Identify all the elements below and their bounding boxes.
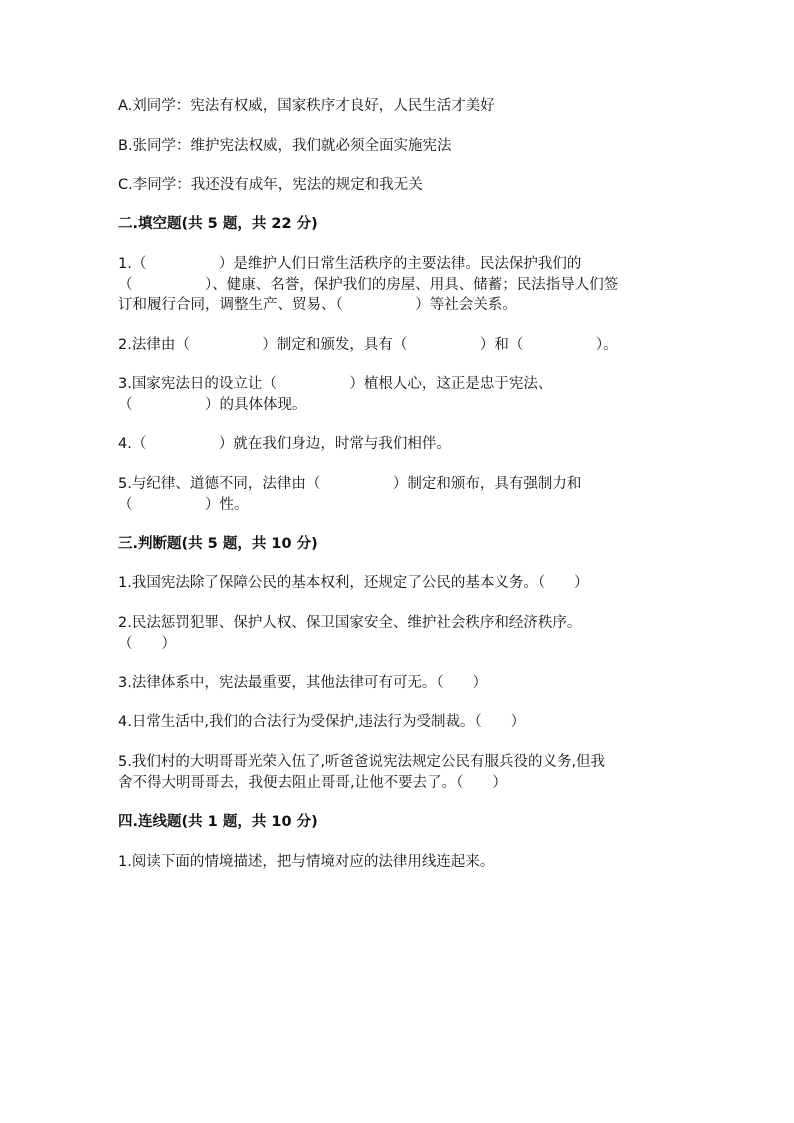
section-heading-fill-blank: 二.填空题(共 5 题，共 22 分) bbox=[118, 216, 318, 232]
question-text: 3.法律体系中，宪法最重要，其他法律可有可无。（ ） bbox=[118, 675, 488, 691]
option-c: C.李同学：我还没有成年，宪法的规定和我无关 bbox=[118, 177, 423, 193]
question-text: 4.（ ）就在我们身边，时常与我们相伴。 bbox=[118, 436, 451, 452]
question-text: 5.与纪律、道德不同，法律由（ ）制定和颁布，具有强制力和 bbox=[118, 476, 582, 492]
question-text: 2.民法惩罚犯罪、保护人权、保卫国家安全、维护社会秩序和经济秩序。 bbox=[118, 615, 582, 631]
section-heading-matching: 四.连线题(共 1 题，共 10 分) bbox=[118, 814, 318, 830]
question-text: （ ）、健康、名誉，保护我们的房屋、用具、储蓄；民法指导人们签 bbox=[118, 277, 619, 293]
option-a: A.刘同学：宪法有权威，国家秩序才良好，人民生活才美好 bbox=[118, 98, 495, 114]
question-text: （ ）性。 bbox=[118, 497, 249, 513]
question-text: （ ）的具体体现。 bbox=[118, 397, 307, 413]
option-b: B.张同学：维护宪法权威，我们就必须全面实施宪法 bbox=[118, 138, 452, 154]
question-text: 3.国家宪法日的设立让（ ）植根人心，这正是忠于宪法、 bbox=[118, 376, 553, 392]
section-heading-true-false: 三.判断题(共 5 题，共 10 分) bbox=[118, 536, 318, 552]
question-text: 1.我国宪法除了保障公民的基本权利，还规定了公民的基本义务。（ ） bbox=[118, 575, 589, 591]
question-text: 2.法律由（ ）制定和颁发，具有（ ）和（ ）。 bbox=[118, 337, 618, 353]
question-text: 舍不得大明哥哥去，我便去阻止哥哥,让他不要去了。（ ） bbox=[118, 775, 507, 791]
question-text: 1.（ ）是维护人们日常生活秩序的主要法律。民法保护我们的 bbox=[118, 256, 582, 272]
question-text: 1.阅读下面的情境描述，把与情境对应的法律用线连起来。 bbox=[118, 854, 495, 870]
question-text: （ ） bbox=[118, 636, 176, 652]
question-text: 5.我们村的大明哥哥光荣入伍了,听爸爸说宪法规定公民有服兵役的义务,但我 bbox=[118, 754, 606, 770]
question-text: 4.日常生活中,我们的合法行为受保护,违法行为受制裁。（ ） bbox=[118, 714, 526, 730]
question-text: 订和履行合同，调整生产、贸易、（ ）等社会关系。 bbox=[118, 297, 517, 313]
